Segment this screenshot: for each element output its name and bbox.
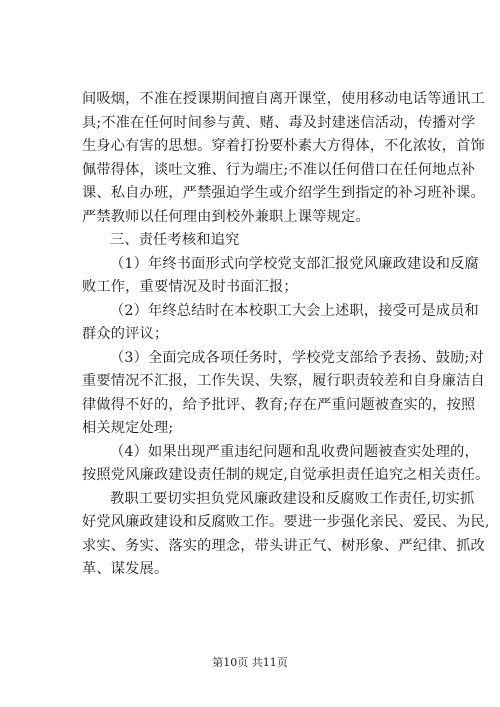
- text-line: 三、责任考核和追究: [110, 232, 240, 248]
- para-item-3: [82, 347, 485, 441]
- para-item-2: [82, 300, 479, 347]
- para-teacher-conduct: [82, 88, 485, 229]
- text-line: 革、谋发展。: [82, 561, 169, 577]
- text-line: 课、私自办班，严禁强迫学生或介绍学生到指定的补习班补课。: [82, 185, 485, 201]
- text-line: 好党风廉政建设和反腐败工作。要进一步强化亲民、爱民、为民,: [82, 514, 490, 530]
- para-closing: [82, 488, 490, 582]
- text-line: 教职工要切实担负党风廉政建设和反腐败工作责任,切实抓: [110, 490, 475, 507]
- text-line: 律做得不好的，给予批评、教育;存在严重问题被查实的，按照: [82, 396, 476, 413]
- para-item-1: [82, 253, 479, 300]
- text-line: 严禁教师以任何理由到校外兼职上课等规定。: [82, 208, 370, 225]
- page-footer: 第10页 共11页: [212, 656, 288, 669]
- text-line: （2）年终总结时在本校职工大会上述职，接受可是成员和: [110, 302, 479, 319]
- text-line: （1）年终书面形式向学校党支部汇报党风廉政建设和反腐: [110, 255, 479, 272]
- text-line: 具;不准在任何时间参与黄、赌、毒及封建迷信活动，传播对学: [82, 114, 476, 131]
- text-line: 败工作，重要情况及时书面汇报；: [82, 279, 298, 295]
- para-item-4: [82, 441, 490, 488]
- text-line: 重要情况不汇报，工作失误、失察，履行职责较差和自身廉洁自: [82, 373, 485, 389]
- text-line: 按照党风廉政建设责任制的规定,自觉承担责任追究之相关责任。: [82, 467, 490, 483]
- text-line: 生身心有害的思想。穿着打扮要朴素大方得体，不化浓妆，首饰: [82, 138, 485, 154]
- text-line: （4）如果出现严重违纪问题和乱收费问题被查实处理的，: [110, 443, 479, 460]
- text-line: 求实、务实、落实的理念，带头讲正气、树形象、严纪律、抓改: [82, 537, 485, 554]
- text-line: 群众的评议；: [82, 326, 169, 342]
- document-body: [82, 88, 490, 582]
- text-line: （3）全面完成各项任务时，学校党支部给予表扬、鼓励;对: [110, 349, 484, 366]
- text-line: 佩带得体，谈吐文雅、行为端庄;不准以任何借口在任何地点补: [82, 161, 476, 178]
- text-line: 相关规定处理;: [82, 420, 174, 436]
- text-line: 间吸烟，不准在授课期间擅自离开课堂，使用移动电话等通讯工: [82, 91, 485, 107]
- section-heading-3: [82, 229, 430, 253]
